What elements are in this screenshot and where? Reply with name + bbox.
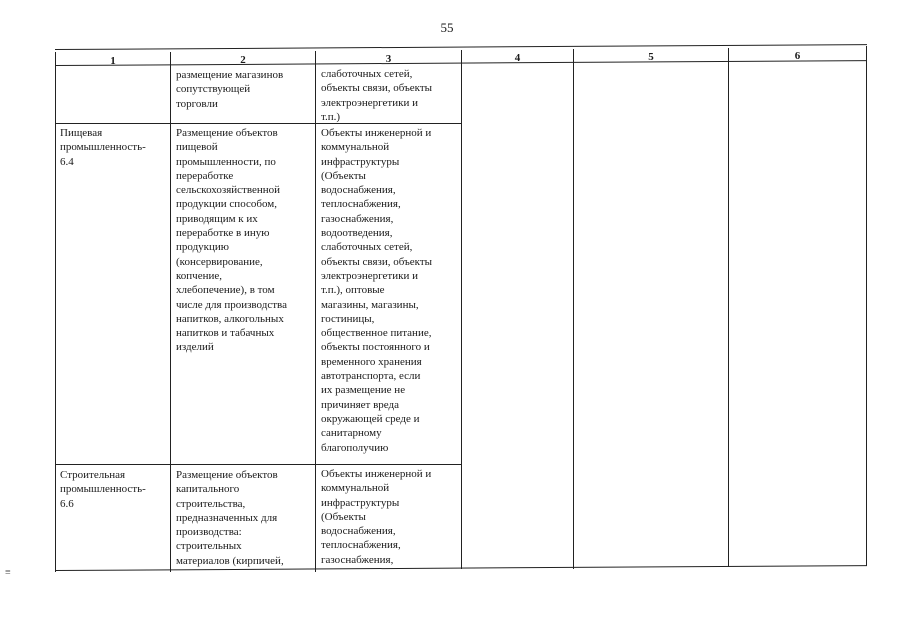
table-border-right bbox=[866, 46, 867, 566]
column-header-4: 4 bbox=[514, 52, 521, 64]
column-header-6: 6 bbox=[794, 50, 801, 62]
row-3-use-type: Строительная промышленность- 6.6 bbox=[60, 469, 146, 510]
row-2-use-type: Пищевая промышленность- 6.4 bbox=[60, 127, 146, 168]
margin-scan-mark: ≡ bbox=[5, 567, 11, 578]
column-header-1: 1 bbox=[110, 55, 116, 67]
column-header-5: 5 bbox=[648, 51, 654, 63]
column-divider-4-5 bbox=[573, 49, 574, 569]
column-divider-1-2 bbox=[170, 52, 171, 572]
row-2-use-description: Размещение объектов пищевой промышленности, по переработке сельскохозяйственной продукции способом, приводящим к их переработке в иную продукцию (консервирование, копчение, хлебопечение), в том числе для производства напитков, алкогольных напитков и табачных изделий bbox=[176, 127, 287, 354]
row-divider-2 bbox=[55, 464, 462, 465]
column-divider-3-4 bbox=[461, 50, 462, 569]
table-border-left bbox=[55, 52, 56, 572]
row-3-auxiliary-uses: Объекты инженерной и коммунальной инфраструктуры (Объекты водоснабжения, теплоснабжения, газоснабжения, bbox=[321, 468, 432, 566]
row-1-use-description: размещение магазинов сопутствующей торговли bbox=[176, 69, 284, 110]
row-3-use-description: Размещение объектов капитального строительства, предназначенных для производства: строительных материалов (кирпичей, bbox=[176, 469, 284, 567]
row-2-auxiliary-uses: Объекты инженерной и коммунальной инфраструктуры (Объекты водоснабжения, теплоснабжения, газоснабжения, водоотведения, слаботочных сетей, объекты связи, объекты электроэнергетики и т.п.), оптовые магазины, магазины, гостиницы, общественное питание, объекты постоянного и временного хранения автотранспорта, если их размещение не причиняет вреда окружающей среде и санитарному благополучию bbox=[321, 127, 433, 454]
column-header-2: 2 bbox=[240, 54, 246, 66]
row-1-auxiliary-uses: слаботочных сетей, объекты связи, объекты электроэнергетики и т.п.) bbox=[321, 68, 433, 123]
column-divider-2-3 bbox=[315, 51, 316, 572]
page-number: 55 bbox=[440, 20, 454, 35]
column-header-3: 3 bbox=[385, 53, 392, 65]
column-divider-5-6 bbox=[728, 48, 729, 567]
